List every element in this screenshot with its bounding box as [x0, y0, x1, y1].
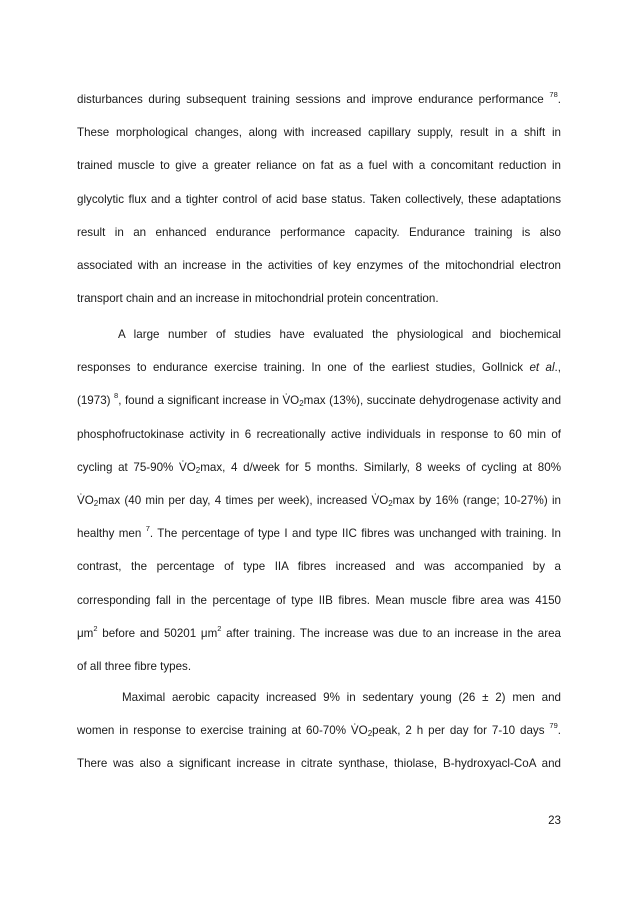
- text-line: healthy men $^7$. The percentage of type I and type IIC fibres was unchanged with training. In: [77, 524, 562, 541]
- text-line: trained muscle to give a greater reliance on fat as a fuel with a concomitant reduction in: [77, 159, 561, 173]
- text-line: $V̇O_2\max$ (40 min per day, 4 times per week), increased $V̇O_2\max$ by 16% (range; 10-27%) in: [77, 494, 561, 508]
- text-line: corresponding fall in the percentage of type IIB fibres. Mean muscle fibre area was 4150: [77, 593, 561, 607]
- text-line: cycling at 75-90% $V̇O_2\max$, 4 d/week for 5 months. Similarly, 8 weeks of cycling at 80%: [77, 460, 561, 475]
- text-line: Maximal aerobic capacity increased 9% in sedentary young (26 ± 2) men and: [122, 691, 561, 704]
- text-line: of all three fibre types.: [77, 660, 192, 673]
- page-number: 23: [548, 814, 561, 827]
- text-line: A large number of studies have evaluated the physiological and biochemical: [118, 328, 561, 341]
- text-line: disturbances during subsequent training sessions and improve endurance performance $^{78}$.: [77, 90, 561, 106]
- text-line: contrast, the percentage of type IIA fibres increased and was accompanied by a: [77, 560, 561, 574]
- text-line: (1973) $^8$, found a significant increase in $V̇O_2\max$ (13%), succinate dehydrogenase activity and: [77, 391, 562, 409]
- text-line: responses to endurance exercise training. In one of the earliest studies, Gollnick et al.,: [77, 361, 561, 375]
- text-line: There was also a significant increase in citrate synthase, thiolase, B-hydroxyacl-CoA and: [77, 757, 561, 771]
- text-line: associated with an increase in the activities of key enzymes of the mitochondrial electron: [77, 259, 561, 272]
- text-line: These morphological changes, along with increased capillary supply, result in a shift in: [77, 126, 561, 140]
- text-line: result in an enhanced endurance performance capacity. Endurance training is also: [77, 225, 561, 239]
- text-line: women in response to exercise training at 60-70% $V̇O_2peak$, 2 h per day for 7-10 days $^{79}$.: [77, 721, 561, 739]
- text-line: transport chain and an increase in mitochondrial protein concentration.: [77, 292, 439, 306]
- text-line: glycolytic flux and a tighter control of acid base status. Taken collectively, these adaptations: [77, 192, 561, 206]
- text-line: $\mu m^2$ before and 50201 $\mu m^2$ after training. The increase was due to an increase in the area: [77, 623, 561, 640]
- text-line: phosphofructokinase activity in 6 recreationally active individuals in response to 60 min of: [77, 427, 561, 441]
